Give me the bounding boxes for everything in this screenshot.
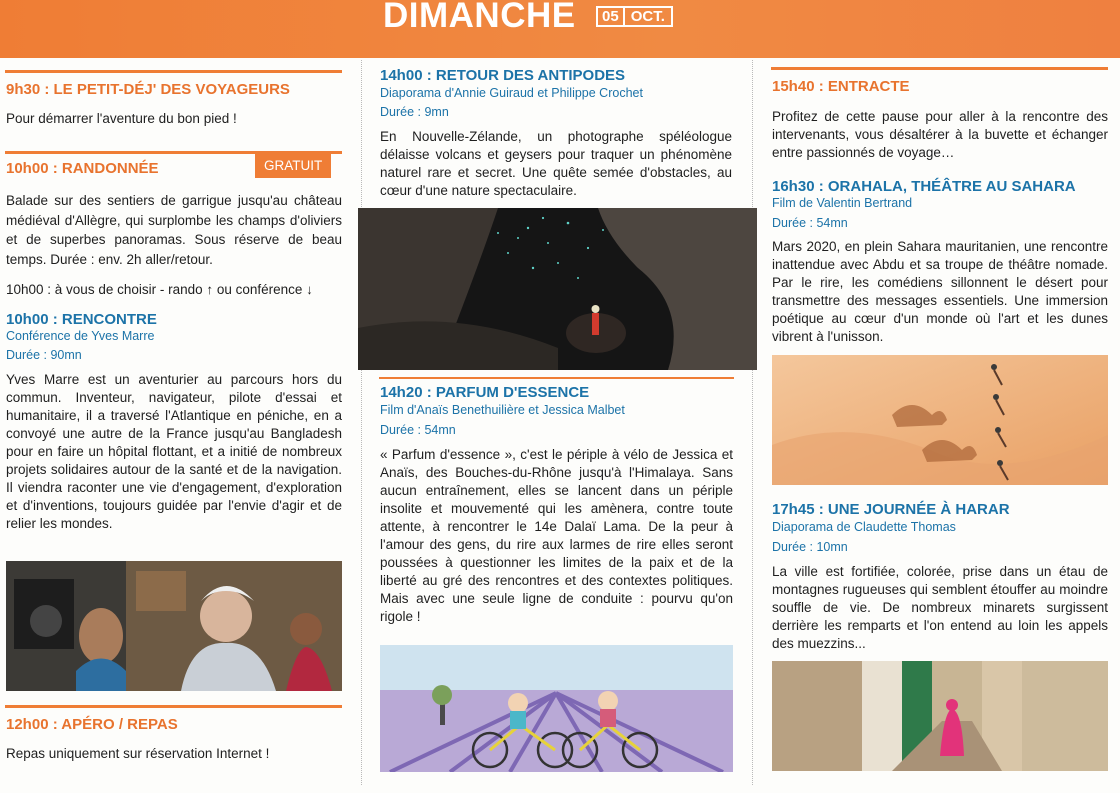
event-duration-harar: Durée : 10mn	[772, 540, 848, 554]
page-title: DIMANCHE	[383, 0, 576, 35]
event-text-antipodes: En Nouvelle-Zélande, un photographe spéléologue délaisse volcans et geysers pour traquer un phénomène naturel rare et secret. Une quête semée d'obstacles, au cœur d'une nature spectaculaire.	[380, 129, 732, 198]
event-text-parfum: « Parfum d'essence », c'est le périple à vélo de Jessica et Anaïs, des Bouches-du-Rhône jusqu'à l'Himalaya. Sans aucun entraînement, elles se lancent dans un périple insolite et mouvementé qui les amènera, contre toute attente, à rencontrer le 14e Dalaï Lama. De la peur à l'amour des gens, du rire aux larmes de rire elles seront poussées à questionner les limites de la paix et de la liberté au gré des rencontres et des contextes politiques. Mais avec une seule ligne de conduite : pourvu qu'on rigole !	[380, 447, 733, 624]
photo-yves-marre	[6, 561, 342, 691]
date-month: OCT.	[630, 8, 665, 25]
column-divider	[752, 60, 753, 785]
illustration-cyclists-lavender	[380, 645, 733, 772]
event-text-orahala: Mars 2020, en plein Sahara mauritanien, une rencontre inattendue avec Abdu et sa troupe de théâtre nomade. Par le rire, les comédiens sillonnent le désert pour transmettre des messages essentiels. Une immersion poétique au cœur d'un monde où l'art et les dunes vibrent à l'unisson.	[772, 239, 1108, 344]
event-subtitle-harar: Diaporama de Claudette Thomas	[772, 520, 956, 534]
event-text-rencontre: Yves Marre est un aventurier au parcours hors du commun. Inventeur, navigateur, pilote d'essai et humanitaire, il a traversé l'Atlantique en péniche, en a convoyé une autre de la France jusqu'au Bangladesh pour en faire un hôpital flottant, et a initié de nombreux projets solidaires autour de la santé et de la navigation. Il viendra raconter une vie d'engagement, d'exploration et d'inventions, toujours guidée par l'envie d'agir et de relier les mondes.	[6, 372, 342, 531]
date-badge	[596, 6, 673, 27]
photo-cave-glowworms	[358, 208, 757, 370]
event-duration-orahala: Durée : 54mn	[772, 216, 848, 230]
event-duration-parfum: Durée : 54mn	[380, 423, 456, 437]
event-text-harar: La ville est fortifiée, colorée, prise dans un étau de montagnes rugueuses qui semblent étouffer au moindre souffle de vie. De nombreux minarets surgissent derrière les remparts et l'on entend au loin les appels des muezzins...	[772, 564, 1108, 651]
event-heading-harar: 17h45 : UNE JOURNÉE À HARAR	[772, 501, 1010, 518]
event-heading-randonnee: 10h00 : RANDONNÉE	[6, 160, 159, 177]
column-divider	[361, 60, 362, 785]
date-day: 05	[598, 8, 625, 25]
event-heading-apero: 12h00 : APÉRO / REPAS	[6, 716, 178, 733]
event-heading-entracte: 15h40 : ENTRACTE	[772, 78, 910, 95]
event-heading-petit-dej: 9h30 : LE PETIT-DÉJ' DES VOYAGEURS	[6, 81, 290, 98]
event-text-entracte: Profitez de cette pause pour aller à la rencontre des intervenants, vous désaltérer à la buvette et échanger entre passionnés de voyage…	[772, 109, 1108, 160]
event-text-apero: Repas uniquement sur réservation Internet !	[6, 746, 270, 761]
event-text-petit-dej: Pour démarrer l'aventure du bon pied !	[6, 111, 237, 126]
section-rule	[771, 67, 1108, 70]
event-subtitle-rencontre: Conférence de Yves Marre	[6, 329, 155, 343]
event-subtitle-orahala: Film de Valentin Bertrand	[772, 196, 913, 210]
section-rule	[5, 705, 342, 708]
section-rule	[379, 377, 734, 379]
event-duration-antipodes: Durée : 9mn	[380, 105, 449, 119]
photo-sahara-camels	[772, 355, 1108, 485]
event-subtitle-parfum: Film d'Anaïs Benethuilière et Jessica Malbet	[380, 403, 625, 417]
event-subtitle-antipodes: Diaporama d'Annie Guiraud et Philippe Crochet	[380, 86, 643, 100]
choice-note: 10h00 : à vous de choisir - rando ↑ ou conférence ↓	[6, 282, 313, 297]
section-rule	[5, 70, 342, 73]
event-heading-orahala: 16h30 : ORAHALA, THÉÂTRE AU SAHARA	[772, 178, 1076, 195]
event-text-randonnee: Balade sur des sentiers de garrigue jusqu'au château médiéval d'Allègre, qui surplombe les champs d'oliviers et de superbes panoramas. Sous réserve de beau temps. Durée : env. 2h aller/retour.	[6, 193, 342, 267]
event-heading-antipodes: 14h00 : RETOUR DES ANTIPODES	[380, 67, 626, 84]
free-badge: GRATUIT	[255, 154, 331, 178]
event-heading-parfum: 14h20 : PARFUM D'ESSENCE	[380, 384, 590, 401]
event-duration-rencontre: Durée : 90mn	[6, 348, 82, 362]
event-heading-rencontre: 10h00 : RENCONTRE	[6, 311, 157, 328]
photo-harar-street	[772, 661, 1108, 771]
